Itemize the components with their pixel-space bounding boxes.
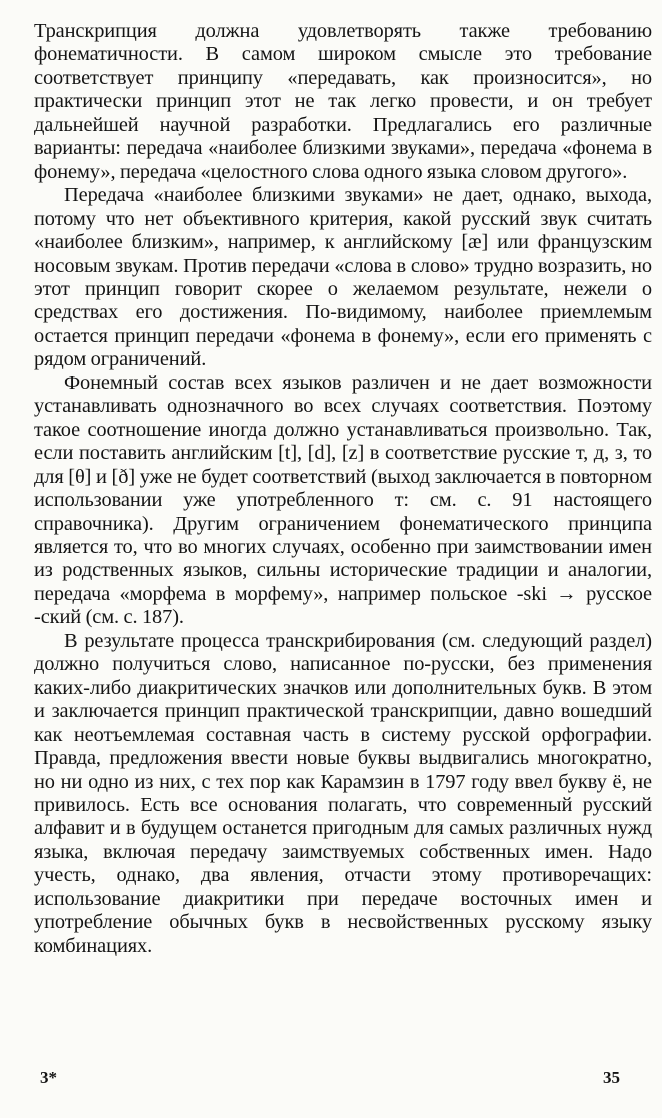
paragraph-2: Передача «наиболее близкими звуками» не дает, однако, выхода, потому что нет объективного критерия, какой русский звук считать «наиболее близким», например, к английскому [æ] или французским носовым звукам. Против передачи «слова в слово» трудно возразить, но этот принцип говорит скорее о желаемом результате, нежели о средствах его достижения. По-видимому, наиболее приемлемым остается принцип передачи «фонема в фонему», если его применять с рядом ограничений. <box>34 184 652 371</box>
page-number: 35 <box>603 1068 620 1087</box>
signature-mark: 3* <box>40 1068 57 1087</box>
paragraph-1: Транскрипция должна удовлетворять также требованию фонематичности. В самом широком смысле это требование соответствует принципу «передавать, как произносится», но практически принцип этот не так легко провести, и он требует дальнейшей научной разработки. Предлагались его различные варианты: передача «наиболее близкими звуками», передача «фонема в фонему», передача «целостного слова одного языка словом другого». <box>34 20 652 183</box>
paragraph-4: В результате процесса транскрибирования (см. следующий раздел) должно получиться слово, написанное по-русски, без применения каких-либо диакритических значков или дополнительных букв. В этом и заключается принцип практической транскрипции, давно вошедший как неотъемлемая составная часть в систему русской орфографии. Правда, предложения ввести новые буквы выдвигались многократно, но ни одно из них, с тех пор как Карамзин в 1797 году ввел букву ё, не привилось. Есть все основания полагать, что современный русский алфавит и в будущем останется пригодным для самых различных нужд языка, включая передачу заимствуемых собственных имен. Надо учесть, однако, два явления, отчасти этому противоречащих: использование диакритики при передаче восточных имен и употребление обычных букв в несвойственных русскому языку комбинациях. <box>34 629 652 957</box>
page-footer <box>40 1068 620 1092</box>
paragraph-3: Фонемный состав всех языков различен и не дает возможности устанавливать однозначного во всех случаях соответствия. Поэтому такое соотношение иногда должно устанавливаться произвольно. Так, если поставить английским [t], [d], [z] в соответствие русские т, д, з, то для [θ] и [ð] уже не будет соответствий (выход заключается в повторном использовании уже употребленного т: см. с. 91 настоящего справочника). Другим ограничением фонематического принципа является то, что во многих случаях, особенно при заимствовании имен из родственных языков, сильны исторические традиции и аналогии, передача «морфема в морфему», например польское -ski → русское -ский (см. с. 187). <box>34 371 652 629</box>
page-text <box>34 20 652 958</box>
